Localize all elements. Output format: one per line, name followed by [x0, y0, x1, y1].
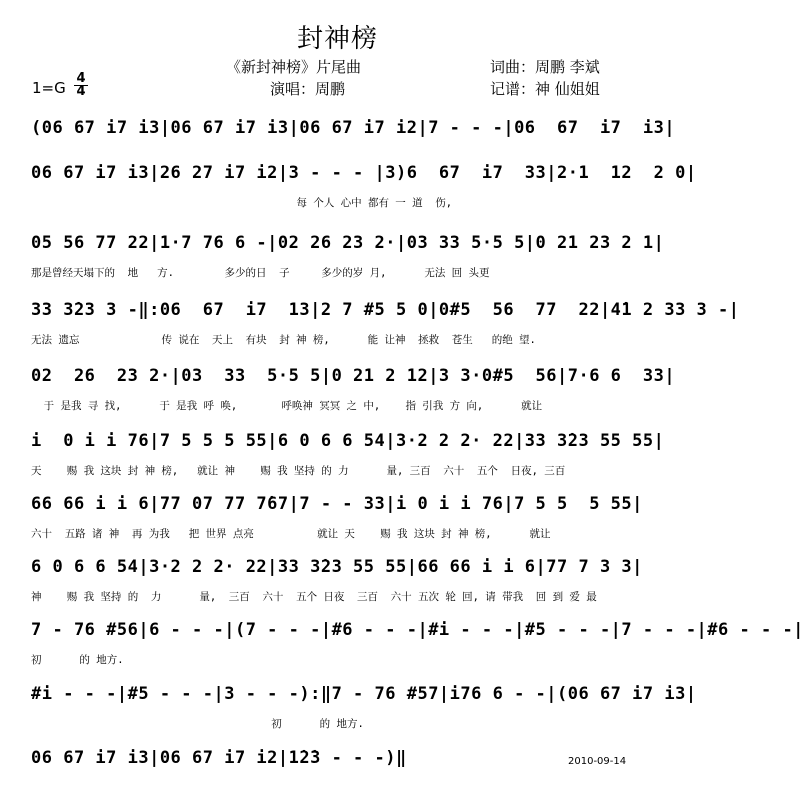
- key-signature: 1=G: [32, 79, 66, 97]
- time-signature-top: 4: [76, 71, 86, 86]
- notation-line: 7 - 76 #56|6 - - -|(7 - - -|#6 - - -|#i - - -|#5 - - -|7 - - -|#6 - - -|: [31, 620, 804, 640]
- time-signature-bottom: 4: [74, 85, 88, 98]
- lyrics-line: 初 的 地方.: [31, 718, 364, 730]
- notation-line: 6 0 6 6 54|3·2 2 2· 22|33 3̇23 55 55|66 66 i i 6|77 7 3 3|: [31, 557, 643, 577]
- lyrics-line: 无法 遗忘 传 说在 天上 有块 封 神 榜, 能 让神 拯救 苍生 的绝 望.: [31, 334, 536, 346]
- lyrics-line: 天 赐 我 这块 封 神 榜, 就让 神 赐 我 坚持 的 力 量, 三百 六十 五个 日夜, 三百: [31, 465, 566, 477]
- notation-line: 33 3̇23 3 -‖:06 67 i7 13|2 7 #5 5 0|0#5 56 77 22|4̇1 2 33 3 -|: [31, 300, 740, 320]
- notation-line: 06 67 i7 i3|06 67 i7 i2|1̇2̇3 - - -)‖: [31, 748, 407, 768]
- notation-line: #i - - -|#5 - - -|3 - - -):‖7 - 76 #57|i76 6 - -|(06 67 i7 i3|: [31, 684, 697, 704]
- notation-line: i 0 i i 76|7 5 5 5 55|6 0 6 6 54|3·2 2 2· 22|33 3̇23 55 55|: [31, 431, 665, 451]
- lyrics-line: 那是曾经天塌下的 地 方. 多少的日 子 多少的岁 月, 无法 回 头更: [31, 267, 490, 279]
- lyrics-line: 于 是我 寻 找, 于 是我 呼 唤, 呼唤神 冥冥 之 中, 指 引我 方 向, 就让: [31, 400, 543, 412]
- singer-credit: 演唱：周鹏: [270, 80, 346, 98]
- time-signature: [74, 73, 88, 98]
- lyrics-line: 六十 五路 诸 神 再 为我 把 世界 点亮 就让 天 赐 我 这块 封 神 榜, 就让: [31, 528, 551, 540]
- song-subtitle: 《新封神榜》片尾曲: [226, 58, 362, 76]
- notation-line: 05 56 77 22|1·7 76 6 -|02 26 23 2·|03 33 5·5 5|0 21 23 2 1|: [31, 233, 665, 253]
- notation-line: (06 67 i7 i3|06 67 i7 i3|06 67 i7 i2|7 - - -|06 67 i7 i3|: [31, 118, 676, 138]
- lyrics-line: 初 的 地方.: [31, 654, 124, 666]
- transcriber-credit: 记谱：神 仙姐姐: [490, 80, 600, 98]
- notation-line: 06 67 i7 i3|26 27 i7 i2|3 - - - |3)6 67 i7 33|2·1 12 2 0|: [31, 163, 697, 183]
- notation-line: 66 66 i i 6|77 07 77 7̇67|7 - - 33|i 0 i i 76|7 5 5 5 55|: [31, 494, 643, 514]
- composer-credit: 词曲：周鹏 李斌: [490, 58, 600, 76]
- song-title: 封神榜: [296, 24, 378, 54]
- lyrics-line: 每 个人 心中 都有 一 道 伤,: [31, 197, 453, 209]
- lyrics-line: 神 赐 我 坚持 的 力 量, 三百 六十 五个 日夜 三百 六十 五次 轮 回, 请 带我 回 到 爱 最: [31, 591, 597, 603]
- transcription-date: 2010-09-14: [568, 756, 627, 767]
- notation-line: 02 26 23 2·|03 33 5·5 5|0 21 2 12|3 3·0#5 56|7·6 6 33|: [31, 366, 676, 386]
